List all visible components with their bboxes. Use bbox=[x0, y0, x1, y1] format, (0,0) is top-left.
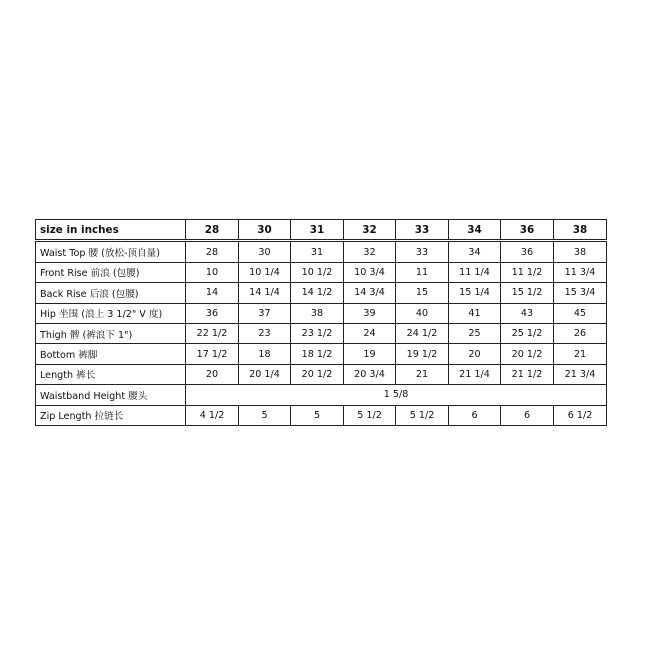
row-label-cell: Length 裤长 bbox=[36, 364, 186, 384]
value-cell: 34 bbox=[449, 241, 501, 262]
row-label-cell: Waistband Height 腰头 bbox=[36, 385, 186, 405]
value-cell: 24 1/2 bbox=[396, 323, 449, 343]
value-cell: 11 3/4 bbox=[554, 262, 607, 282]
value-cell: 14 1/2 bbox=[291, 283, 344, 303]
header-size-cell: 36 bbox=[501, 220, 554, 241]
value-cell: 11 1/4 bbox=[449, 262, 501, 282]
value-cell: 10 1/2 bbox=[291, 262, 344, 282]
value-cell: 15 3/4 bbox=[554, 283, 607, 303]
value-cell: 5 bbox=[291, 405, 344, 425]
value-cell: 10 bbox=[186, 262, 239, 282]
header-size-cell: 34 bbox=[449, 220, 501, 241]
value-cell: 4 1/2 bbox=[186, 405, 239, 425]
value-cell: 18 bbox=[239, 344, 291, 364]
merged-value-cell: 1 5/8 bbox=[186, 385, 607, 405]
row-label-cell: Front Rise 前浪 (包腰) bbox=[36, 262, 186, 282]
value-cell: 23 1/2 bbox=[291, 323, 344, 343]
value-cell: 20 bbox=[186, 364, 239, 384]
value-cell: 28 bbox=[186, 241, 239, 262]
value-cell: 37 bbox=[239, 303, 291, 323]
header-size-cell: 32 bbox=[344, 220, 396, 241]
value-cell: 11 bbox=[396, 262, 449, 282]
value-cell: 24 bbox=[344, 323, 396, 343]
value-cell: 20 1/2 bbox=[501, 344, 554, 364]
row-label-cell: Thigh 髀 (裤浪下 1") bbox=[36, 323, 186, 343]
table-row bbox=[36, 283, 607, 303]
header-row bbox=[36, 220, 607, 241]
value-cell: 20 1/2 bbox=[291, 364, 344, 384]
value-cell: 25 bbox=[449, 323, 501, 343]
value-cell: 20 1/4 bbox=[239, 364, 291, 384]
header-size-cell: 33 bbox=[396, 220, 449, 241]
value-cell: 40 bbox=[396, 303, 449, 323]
table-row bbox=[36, 241, 607, 262]
header-size-cell: 30 bbox=[239, 220, 291, 241]
value-cell: 15 bbox=[396, 283, 449, 303]
table-row bbox=[36, 405, 607, 425]
value-cell: 10 1/4 bbox=[239, 262, 291, 282]
value-cell: 17 1/2 bbox=[186, 344, 239, 364]
table-row bbox=[36, 323, 607, 343]
value-cell: 25 1/2 bbox=[501, 323, 554, 343]
value-cell: 21 bbox=[396, 364, 449, 384]
row-label-cell: Back Rise 后浪 (包腰) bbox=[36, 283, 186, 303]
value-cell: 26 bbox=[554, 323, 607, 343]
row-label-cell: Waist Top 腰 (放松-顶自量) bbox=[36, 241, 186, 262]
table-row bbox=[36, 364, 607, 384]
value-cell: 41 bbox=[449, 303, 501, 323]
header-size-cell: 31 bbox=[291, 220, 344, 241]
value-cell: 14 1/4 bbox=[239, 283, 291, 303]
value-cell: 36 bbox=[501, 241, 554, 262]
value-cell: 32 bbox=[344, 241, 396, 262]
value-cell: 14 3/4 bbox=[344, 283, 396, 303]
value-cell: 15 1/2 bbox=[501, 283, 554, 303]
row-label-cell: Hip 坐围 (浪上 3 1/2" V 度) bbox=[36, 303, 186, 323]
header-label-cell: size in inches bbox=[36, 220, 186, 241]
value-cell: 21 3/4 bbox=[554, 364, 607, 384]
value-cell: 6 bbox=[501, 405, 554, 425]
value-cell: 14 bbox=[186, 283, 239, 303]
value-cell: 21 1/4 bbox=[449, 364, 501, 384]
value-cell: 6 1/2 bbox=[554, 405, 607, 425]
table-row bbox=[36, 262, 607, 282]
value-cell: 18 1/2 bbox=[291, 344, 344, 364]
value-cell: 10 3/4 bbox=[344, 262, 396, 282]
value-cell: 22 1/2 bbox=[186, 323, 239, 343]
value-cell: 20 3/4 bbox=[344, 364, 396, 384]
header-size-cell: 28 bbox=[186, 220, 239, 241]
value-cell: 23 bbox=[239, 323, 291, 343]
size-chart-table bbox=[35, 219, 607, 426]
value-cell: 5 1/2 bbox=[344, 405, 396, 425]
value-cell: 5 bbox=[239, 405, 291, 425]
value-cell: 38 bbox=[554, 241, 607, 262]
value-cell: 19 bbox=[344, 344, 396, 364]
value-cell: 21 bbox=[554, 344, 607, 364]
value-cell: 43 bbox=[501, 303, 554, 323]
value-cell: 39 bbox=[344, 303, 396, 323]
table-row bbox=[36, 385, 607, 405]
row-label-cell: Zip Length 拉链长 bbox=[36, 405, 186, 425]
value-cell: 21 1/2 bbox=[501, 364, 554, 384]
value-cell: 45 bbox=[554, 303, 607, 323]
value-cell: 20 bbox=[449, 344, 501, 364]
value-cell: 19 1/2 bbox=[396, 344, 449, 364]
row-label-cell: Bottom 裤脚 bbox=[36, 344, 186, 364]
header-size-cell: 38 bbox=[554, 220, 607, 241]
table-row bbox=[36, 303, 607, 323]
value-cell: 30 bbox=[239, 241, 291, 262]
table-row bbox=[36, 344, 607, 364]
value-cell: 15 1/4 bbox=[449, 283, 501, 303]
value-cell: 31 bbox=[291, 241, 344, 262]
value-cell: 6 bbox=[449, 405, 501, 425]
value-cell: 36 bbox=[186, 303, 239, 323]
value-cell: 38 bbox=[291, 303, 344, 323]
value-cell: 5 1/2 bbox=[396, 405, 449, 425]
size-chart-body bbox=[36, 220, 607, 426]
value-cell: 33 bbox=[396, 241, 449, 262]
value-cell: 11 1/2 bbox=[501, 262, 554, 282]
